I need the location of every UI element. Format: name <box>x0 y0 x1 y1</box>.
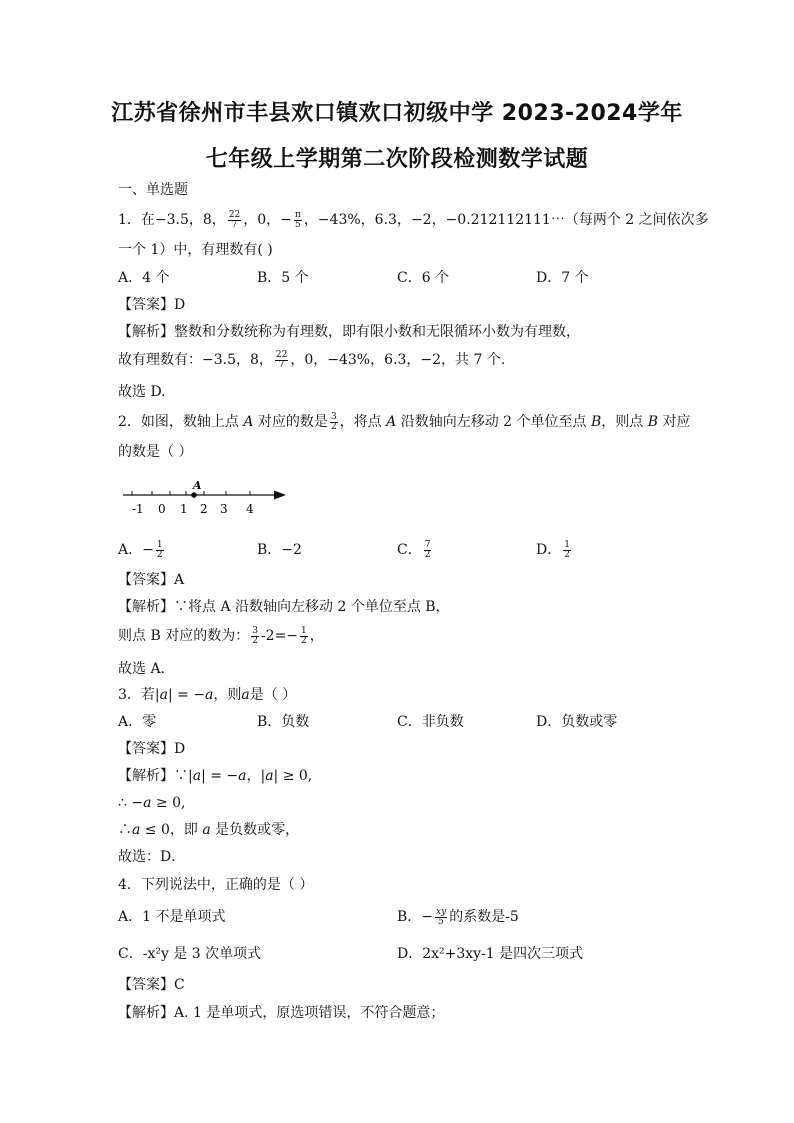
q3-conclusion: 故选：D． <box>118 849 186 865</box>
tick-label: -1 <box>132 502 144 516</box>
fraction: $\frac{1}{2}$ <box>156 539 163 560</box>
fraction: $\frac{22}{7}$ <box>228 209 241 230</box>
arrow-right-icon <box>274 491 286 500</box>
title-line-1: 江苏省徐州市丰县欢口镇欢口初级中学 2023-2024学年 <box>111 101 683 126</box>
q3-analysis-line1: 【解析】∵|𝑎| = −𝑎，|𝑎| ≥ 0, <box>118 768 313 784</box>
q1-option-d: D．7 个 <box>536 270 589 286</box>
point-a-dot <box>191 492 197 498</box>
q1-stem-line2: 一个 1）中，有理数有( ) <box>118 242 273 258</box>
q3-option-c: C．非负数 <box>397 714 464 730</box>
q1-answer: 【答案】D <box>118 297 186 313</box>
q2-stem-line1: 2．如图，数轴上点 A 对应的数是 $\frac{3}{2}$ ，将点 A 沿数轴向左移动 2 个单位至点 B，则点 B 对应 <box>118 411 691 432</box>
q4-stem: 4．下列说法中，正确的是（ ） <box>118 877 314 893</box>
point-a-label: A <box>193 479 202 492</box>
q1-analysis-line1: 【解析】整数和分数统称为有理数，即有限小数和无限循环小数为有理数， <box>118 324 580 340</box>
q2-conclusion: 故选 A. <box>118 661 166 677</box>
q3-stem: 3．若|𝑎| = −𝑎，则𝑎是（ ） <box>118 687 297 703</box>
tick-label: 2 <box>200 502 208 516</box>
section-heading: 一、单选题 <box>118 182 188 198</box>
q1-option-a: A．4 个 <box>118 270 170 286</box>
q4-option-d: D．2x²+3xy-1 是四次三项式 <box>397 946 584 962</box>
q2-analysis-line1: 【解析】∵将点 A 沿数轴向左移动 2 个单位至点 B， <box>118 599 450 615</box>
q4-analysis-line1: 【解析】A. 1 是单项式，原选项错误，不符合题意； <box>118 1005 445 1021</box>
q2-stem-line2: 的数是（ ） <box>118 444 193 460</box>
q3-option-a: A．零 <box>118 714 157 730</box>
fraction: $\frac{7}{2}$ <box>424 539 431 560</box>
fraction: $\frac{\pi}{5}$ <box>294 209 301 230</box>
tick-label: 0 <box>158 502 166 516</box>
q4-option-b: B．− $\frac{xy}{5}$ 的系数是-5 <box>397 906 519 927</box>
title-line-2: 七年级上学期第二次阶段检测数学试题 <box>205 147 589 172</box>
fraction: $\frac{3}{2}$ <box>330 411 337 432</box>
fraction: $\frac{1}{2}$ <box>564 539 570 560</box>
fraction: $\frac{1}{2}$ <box>301 625 307 646</box>
tick-label: 3 <box>220 502 228 516</box>
q1-conclusion: 故选 D. <box>118 384 166 400</box>
q4-option-a: A．1 不是单项式 <box>118 909 226 925</box>
q4-option-c: C．-x²y 是 3 次单项式 <box>118 946 262 962</box>
q2-analysis-line2: 则点 B 对应的数为： $\frac{3}{2}$ -2=− $\frac{1}{2}$ ， <box>118 625 324 646</box>
q1-analysis-line2: 故有理数有：−3.5，8， $\frac{22}{7}$ ，0，−43%，6.3，−2，共 7 个. <box>118 349 506 370</box>
tick-label: 4 <box>246 502 254 516</box>
q3-option-b: B．负数 <box>257 714 310 730</box>
q1-option-b: B．5 个 <box>257 270 309 286</box>
q2-answer: 【答案】A <box>118 572 185 588</box>
fraction: $\frac{xy}{5}$ <box>436 906 447 927</box>
q1-stem-line1: 1．在−3.5，8， $\frac{22}{7}$ ，0，− $\frac{\pi}{5}$ ，−43%，6.3，−2，−0.212112111⋯（每两个 2 之间依次多 <box>118 209 709 230</box>
q2-option-c: C． $\frac{7}{2}$ <box>397 539 431 560</box>
q2-option-d: D． $\frac{1}{2}$ <box>536 539 570 560</box>
q3-answer: 【答案】D <box>118 741 186 757</box>
number-line-figure <box>118 474 298 522</box>
q1-option-c: C．6 个 <box>397 270 450 286</box>
q4-answer: 【答案】C <box>118 977 185 993</box>
fraction: $\frac{3}{2}$ <box>252 625 258 646</box>
q3-analysis-line3: ∴𝑎 ≤ 0，即 𝑎 是负数或零， <box>118 822 300 838</box>
q3-option-d: D．负数或零 <box>536 714 618 730</box>
fraction: $\frac{22}{7}$ <box>275 349 288 370</box>
q2-option-a: A．− $\frac{1}{2}$ <box>118 539 163 560</box>
tick-label: 1 <box>180 502 188 516</box>
q3-analysis-line2: ∴ −𝑎 ≥ 0, <box>118 795 186 811</box>
q2-option-b: B．−2 <box>257 542 302 558</box>
